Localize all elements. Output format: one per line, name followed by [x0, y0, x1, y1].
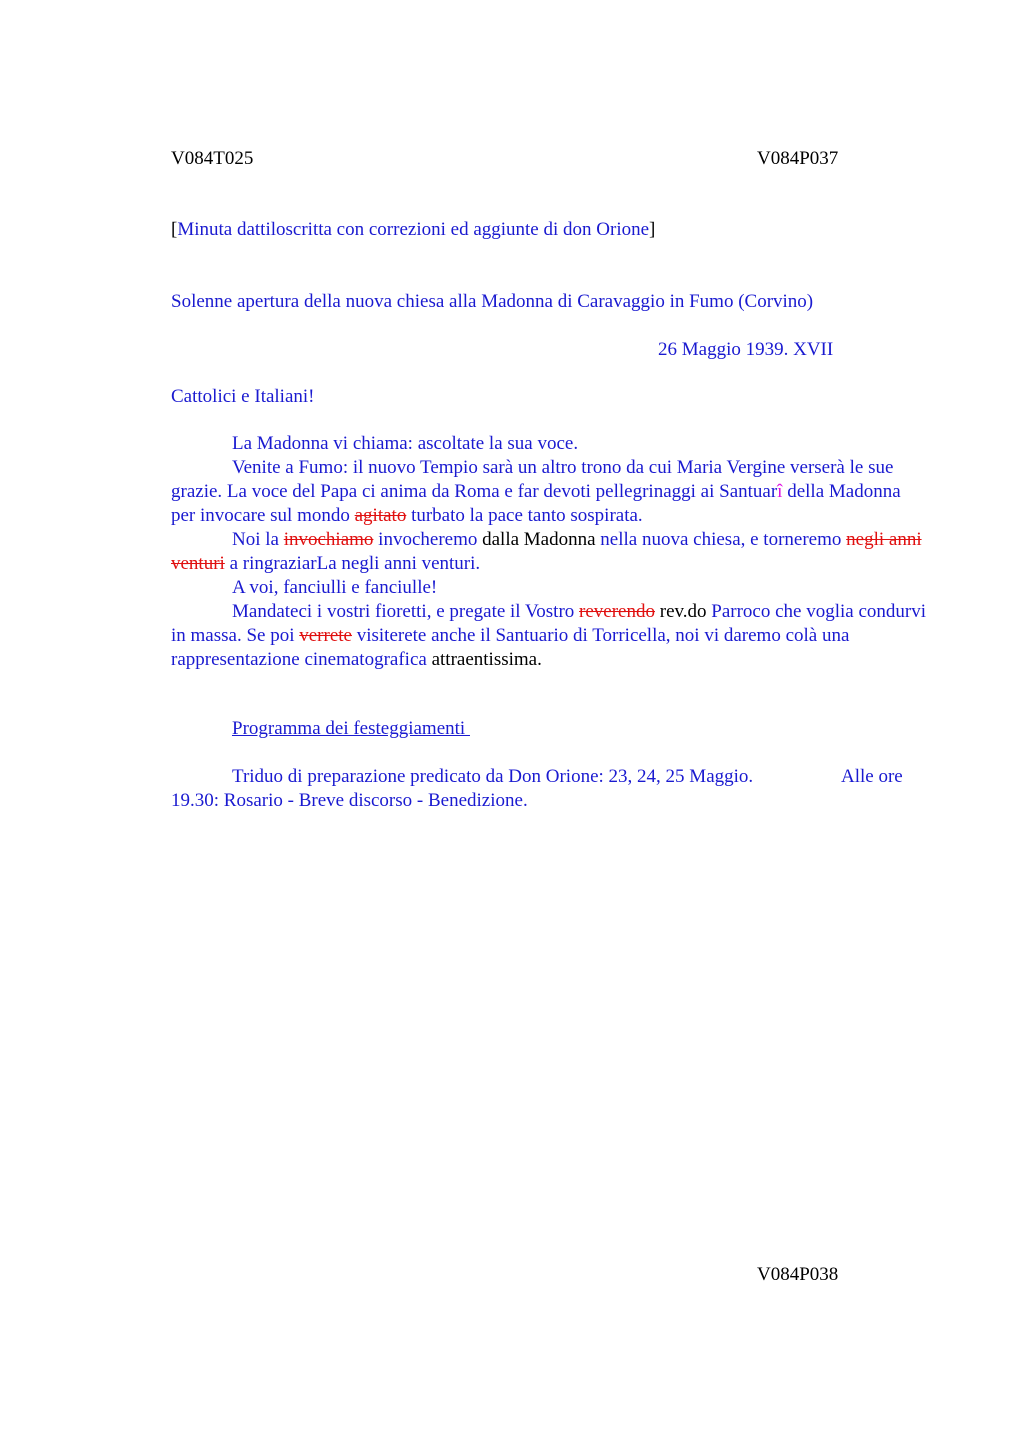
document-date: 26 Maggio 1939. XVII: [658, 339, 834, 360]
program-heading: Programma dei festeggiamenti: [232, 718, 470, 739]
p5-text-f: visiterete anche il Santuario di Torricella, noi vi daremo colà una rappresentazione cinematografica: [171, 625, 850, 670]
p2-correction-mark: î: [777, 481, 783, 502]
document-code-footer: V084P038: [757, 1264, 839, 1285]
program-line-1: Triduo di preparazione predicato da Don Orione: 23, 24, 25 Maggio.: [232, 766, 754, 787]
document-code-right: V084P037: [757, 148, 839, 169]
document-title: Solenne apertura della nuova chiesa alla Madonna di Caravaggio in Fumo (Corvino): [171, 291, 814, 312]
p5-handwritten-addition-1: rev.do: [655, 601, 707, 622]
program-line-1-continued: Alle ore: [841, 766, 903, 787]
p2-text-a: Venite a Fumo: il nuovo Tempio sarà un altro trono da cui Maria Vergine verserà le sue grazie. La voce del Papa ci anima da Roma e far devoti pellegrinaggi ai Santuar: [171, 457, 894, 502]
p5-handwritten-addition-2: attraentissima.: [431, 649, 542, 670]
program-line-2: 19.30: Rosario - Breve discorso - Benedizione.: [171, 790, 528, 811]
p3-text-c: invocheremo: [373, 529, 483, 550]
paragraph-3: [171, 528, 926, 576]
p2-deleted-word: agitato: [354, 505, 407, 526]
p5-text-d: Parroco che voglia condurvi in massa. Se poi: [171, 601, 927, 646]
editorial-note: [171, 218, 655, 242]
note-text: Minuta dattiloscritta con correzioni ed aggiunte di don Orione: [177, 219, 650, 240]
paragraph-5: [171, 600, 926, 672]
p3-deleted-phrase: negli anni venturi: [171, 529, 922, 574]
p5-deleted-word-2: verrete: [299, 625, 352, 646]
p5-deleted-word-1: reverendo: [579, 601, 655, 622]
note-open-bracket: [: [171, 219, 178, 240]
paragraph-2: [171, 456, 926, 528]
paragraph-4: A voi, fanciulli e fanciulle!: [232, 577, 438, 598]
note-close-bracket: ]: [649, 219, 656, 240]
p3-text-a: Noi la: [232, 529, 284, 550]
letter-body: [171, 432, 926, 672]
salutation: Cattolici e Italiani!: [171, 386, 315, 407]
p3-text-g: a ringraziarLa negli anni venturi.: [224, 553, 481, 574]
p3-handwritten-addition: dalla Madonna: [482, 529, 596, 550]
paragraph-1: La Madonna vi chiama: ascoltate la sua voce.: [232, 433, 579, 454]
document-code-left: V084T025: [171, 148, 254, 169]
p5-text-a: Mandateci i vostri fioretti, e pregate il Vostro: [232, 601, 580, 622]
p2-text-e: turbato la pace tanto sospirata.: [406, 505, 643, 526]
p3-deleted-word: invochiamo: [283, 529, 374, 550]
p3-text-e: nella nuova chiesa, e torneremo: [595, 529, 847, 550]
p2-text-c: della Madonna per invocare sul mondo: [171, 481, 901, 526]
